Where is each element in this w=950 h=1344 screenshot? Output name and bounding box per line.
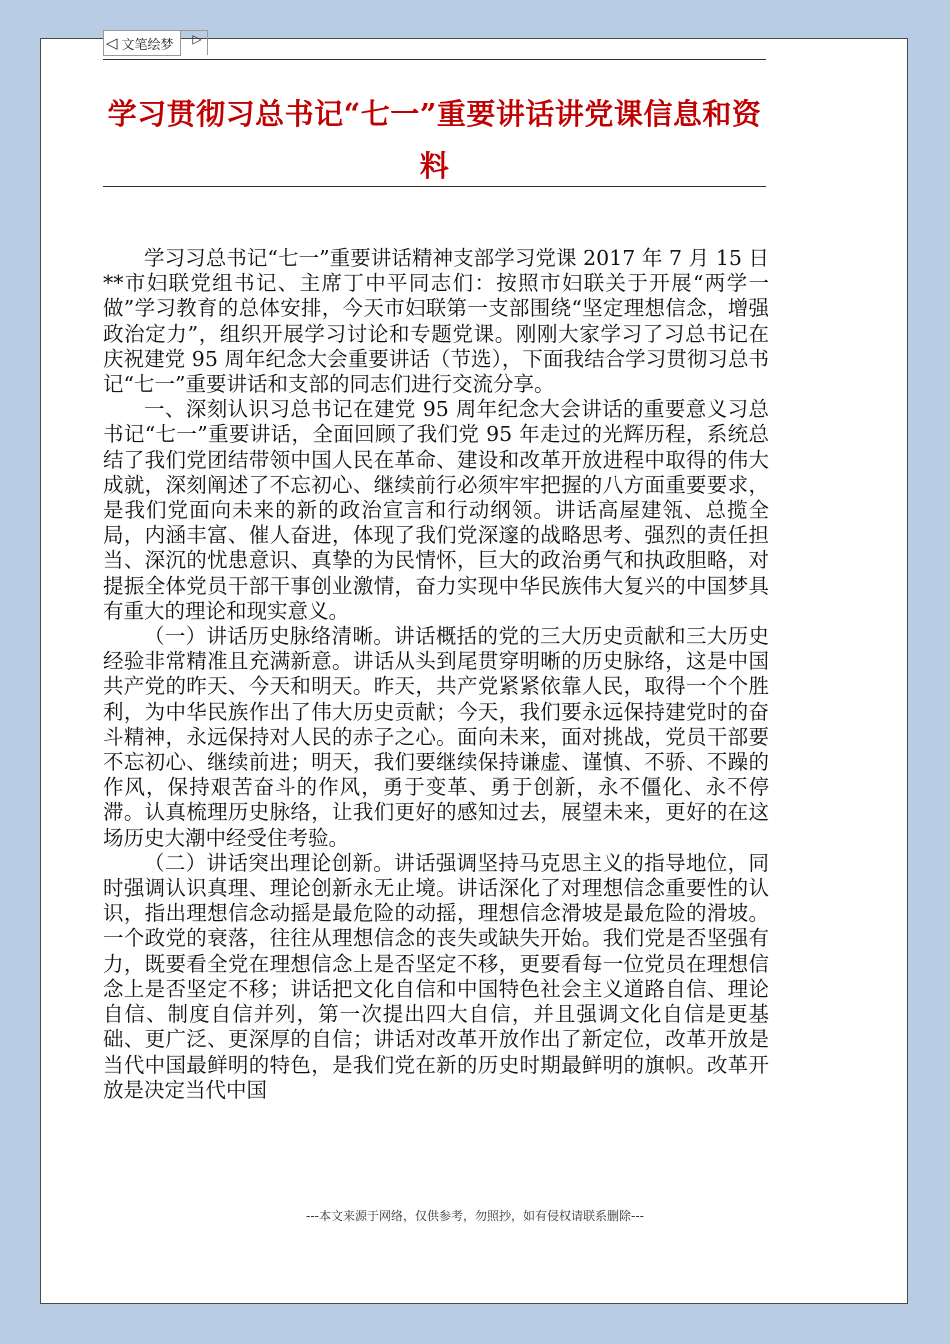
document-title: 学习贯彻习总书记“七一”重要讲话讲党课信息和资料 — [107, 97, 762, 183]
paragraph-point-two: （二）讲话突出理论创新。讲话强调坚持马克思主义的指导地位，同时强调认识真理、理论创新永无止境。讲话深化了对理想信念重要性的认识，指出理想信念动摇是最危险的动摇，理想信念滑坡是最危险的滑坡。一个政党的衰落，往往从理想信念的丧失或缺失开始。我们党是否坚强有力，既要看全党在理想信念上是否坚定不移，更要看每一位党员在理想信念上是否坚定不移；讲话把文化自信和中国特色社会主义道路自信、理论自信、制度自信并列，第一次提出四大自信，并且强调文化自信是更基础、更广泛、更深厚的自信；讲话对改革开放作出了新定位，改革开放是当代中国最鲜明的特色，是我们党在新的历史时期最鲜明的旗帜。改革开放是决定当代中国 — [103, 850, 769, 1102]
paragraph-intro: 学习习总书记“七一”重要讲话精神支部学习党课 2017 年 7 月 15 日**市妇联党组书记、主席丁中平同志们：按照市妇联关于开展“两学一做”学习教育的总体安排，今天市妇联第一支部围绕“坚定理想信念，增强政治定力”，组织开展学习讨论和专题党课。刚刚大家学习了习总书记在庆祝建党 95 周年纪念大会重要讲话（节选），下面我结合学习贯彻习总书记“七一”重要讲话和支部的同志们进行交流分享。 — [103, 246, 769, 397]
footer-notice: ---本文来源于网络，仅供参考，勿照抄，如有侵权请联系删除--- — [306, 1209, 644, 1223]
paragraph-point-one: （一）讲话历史脉络清晰。讲话概括的党的三大历史贡献和三大历史经验非常精准且充满新意。讲话从头到尾贯穿明晰的历史脉络，这是中国共产党的昨天、今天和明天。昨天，共产党紧紧依靠人民，取得一个个胜利，为中华民族作出了伟大历史贡献；今天，我们要永远保持建党时的奋斗精神，永远保持对人民的赤子之心。面向未来，面对挑战，党员干部要不忘初心、继续前进；明天，我们要继续保持谦虚、谨慎、不骄、不躁的作风，保持艰苦奋斗的作风，勇于变革、勇于创新，永不僵化、永不停滞。认真梳理历史脉络，让我们更好的感知过去，展望未来，更好的在这场历史大潮中经受住考验。 — [103, 624, 769, 850]
triangle-left-icon: ◁ — [106, 33, 118, 52]
header-tag — [103, 30, 202, 56]
title-rule — [103, 186, 766, 187]
paragraph-section-one: 一、深刻认识习总书记在建党 95 周年纪念大会讲话的重要意义习总书记“七一”重要讲话，全面回顾了我们党 95 年走过的光辉历程，系统总结了我们党团结带领中国人民在革命、建设和改革开放进程中取得的伟大成就，深刻阐述了不忘初心、继续前行必须牢牢把握的八方面重要要求，是我们党面向未来的新的政治宣言和行动纲领。讲话高屋建瓴、总揽全局，内涵丰富、催人奋进，体现了我们党深邃的战略思考、强烈的责任担当、深沉的忧患意识、真挚的为民情怀，巨大的政治勇气和执政胆略，对提振全体党员干部干事创业激情，奋力实现中华民族伟大复兴的中国梦具有重大的理论和现实意义。 — [103, 397, 769, 623]
header-rule — [103, 59, 766, 60]
document-body — [103, 200, 769, 1103]
triangle-right-icon: ▷ — [192, 32, 202, 46]
header-tag-label: 文笔绘梦 — [121, 37, 174, 53]
